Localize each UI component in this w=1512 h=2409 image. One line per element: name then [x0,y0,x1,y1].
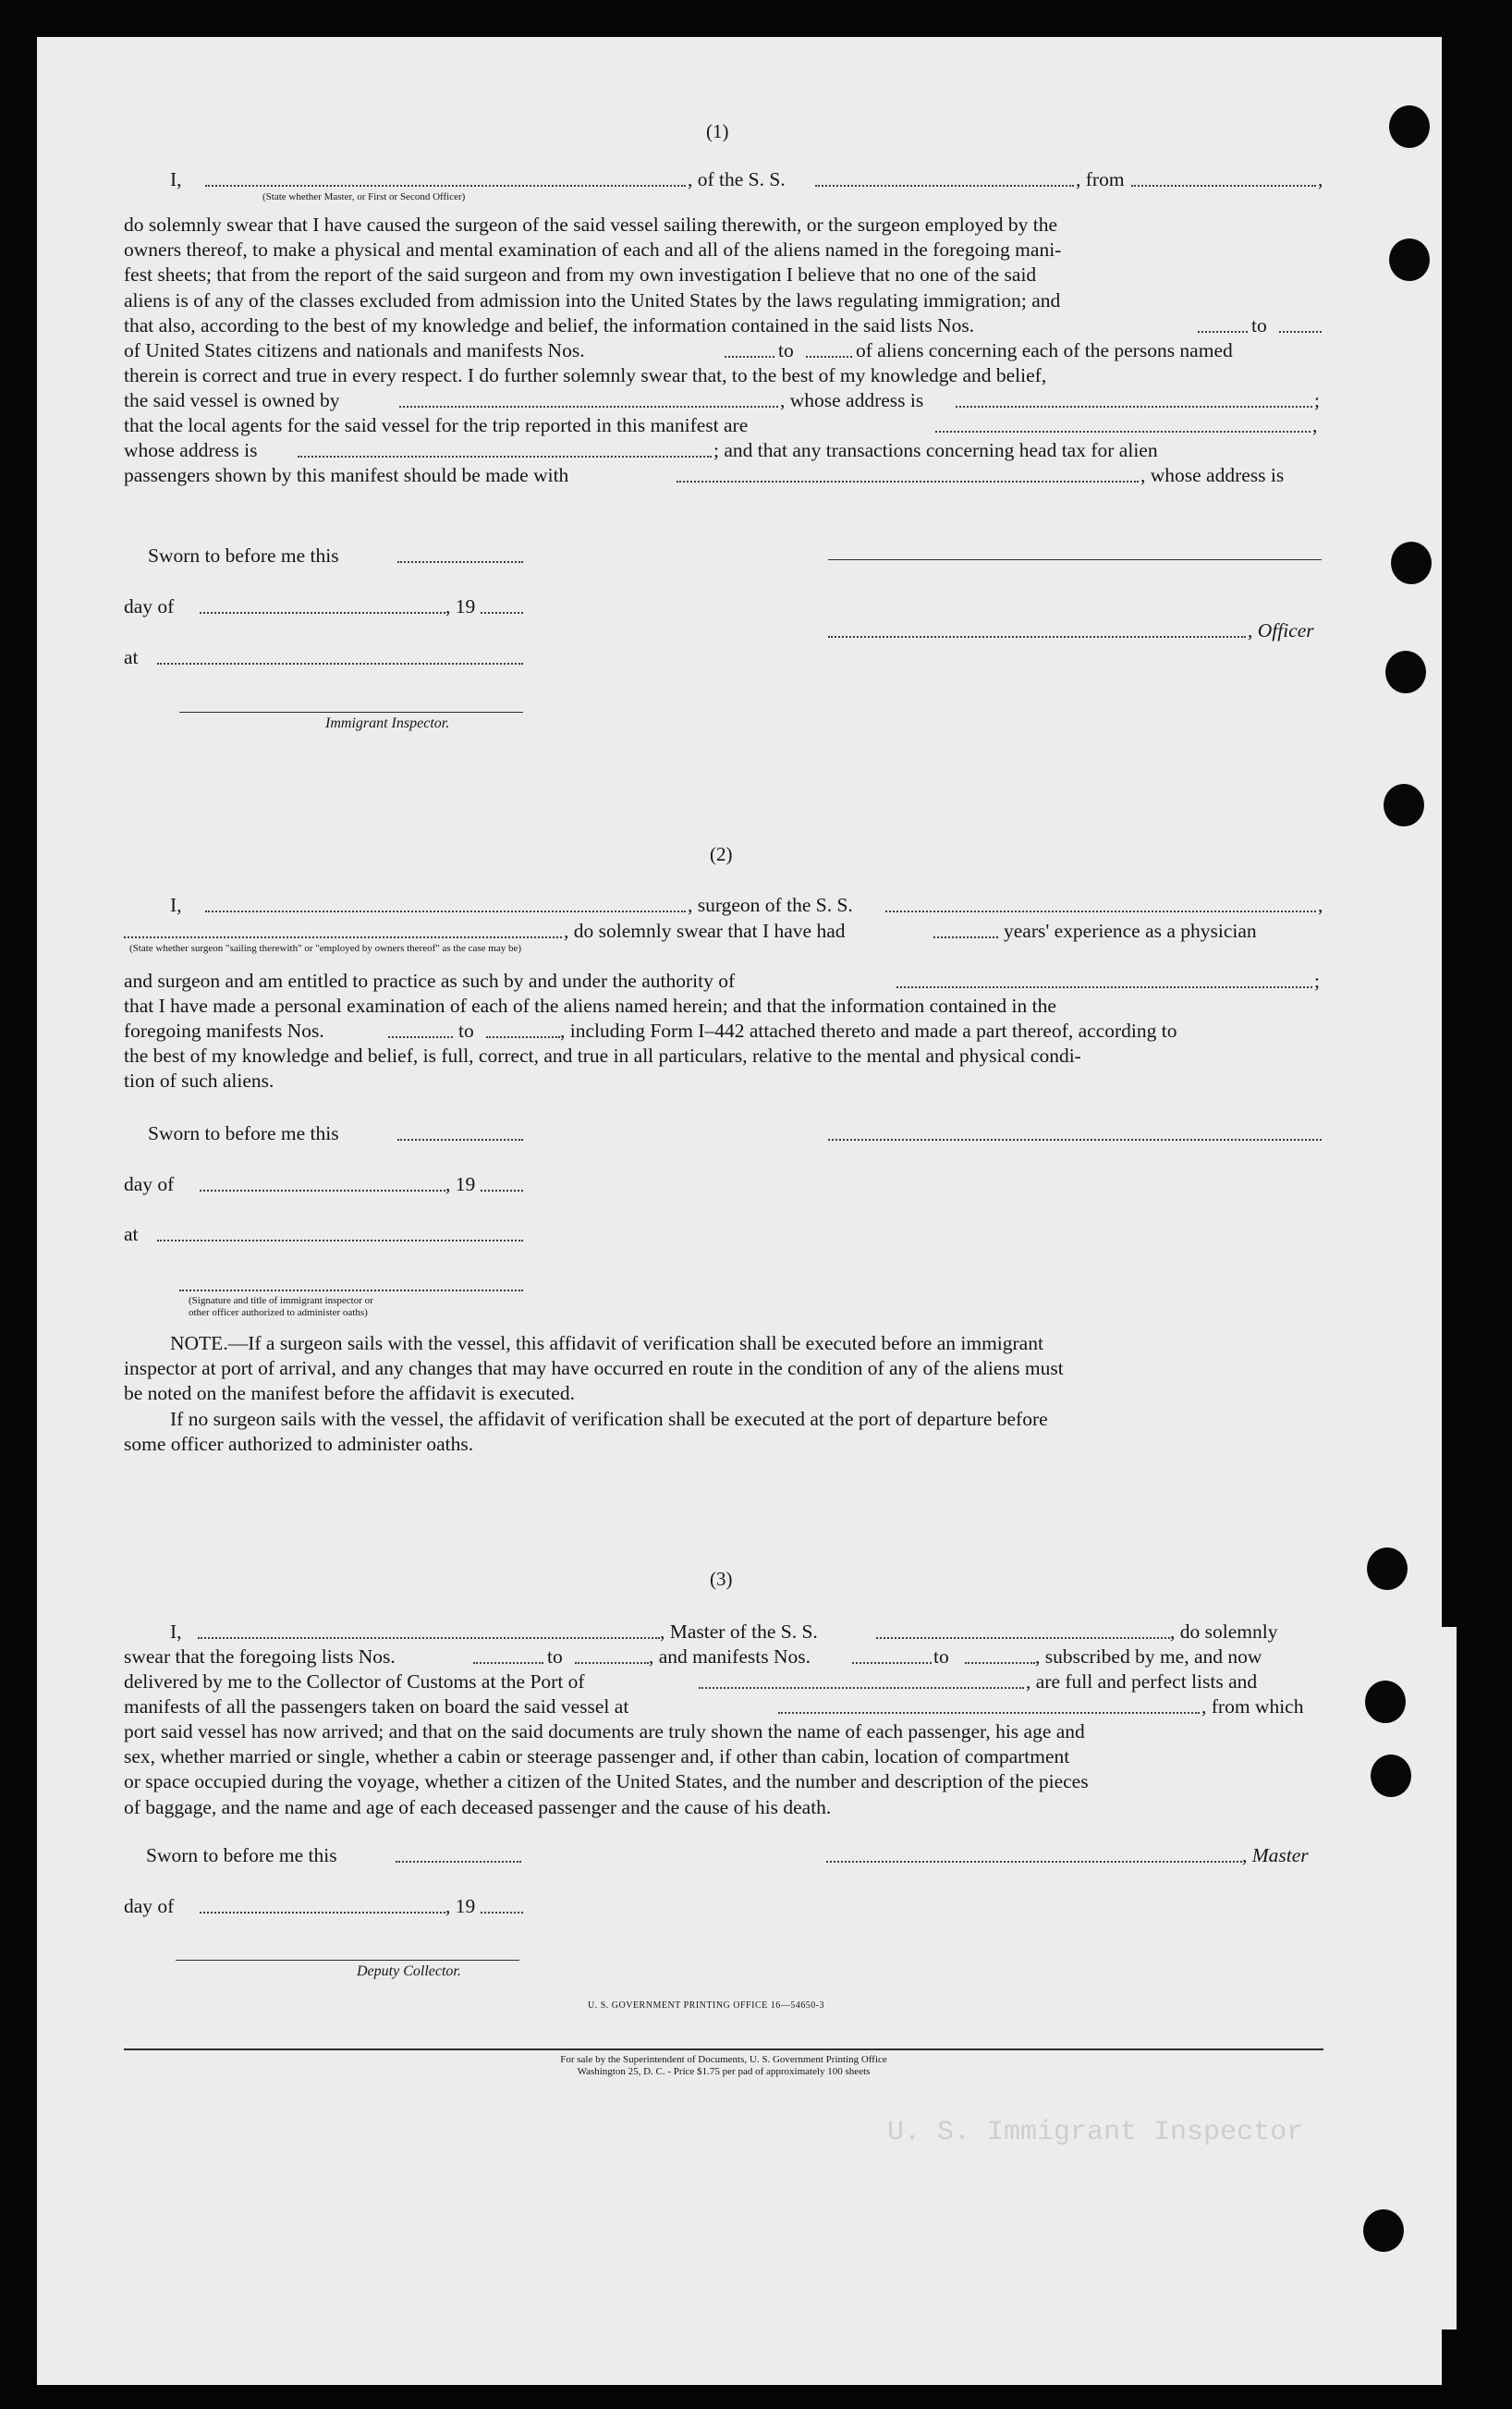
s1-body-line: therein is correct and true in every respect. I do further solemnly swear that, to the best of my knowledge and belief, [124,364,1047,386]
s2-at-label: at [124,1223,139,1245]
s2-to-label: to [458,1020,474,1042]
s1-head-tax-label: passengers shown by this manifest should be made with [124,464,569,486]
printing-office-code: U. S. GOVERNMENT PRINTING OFFICE 16—54650-3 [588,2000,825,2011]
s3-perfect-lists-text: , are full and perfect lists and [1026,1670,1258,1693]
s1-inspector-signature-line[interactable] [179,712,523,713]
s3-manifests-from-field[interactable] [852,1662,932,1664]
s2-sworn-field[interactable] [397,1139,523,1141]
s1-agents-address-field[interactable] [298,456,712,458]
s2-body-line: tion of such aliens. [124,1070,274,1092]
s1-comma: , [1312,414,1318,436]
s3-body-line: of baggage, and the name and age of each deceased passenger and the cause of his death. [124,1795,832,1818]
s3-master-label: , Master [1242,1844,1309,1866]
s3-port-label: delivered by me to the Collector of Customs at the Port of [124,1670,585,1693]
s1-manifests-to-field[interactable] [806,356,852,358]
s3-master-name-field[interactable] [198,1637,660,1639]
s1-body [124,213,1322,313]
s2-manifests-to-field[interactable] [486,1036,560,1038]
punch-hole [1371,1755,1411,1797]
s2-signature-caption-line: (Signature and title of immigrant inspector or [189,1295,373,1306]
s3-solemnly-label: , do solemnly [1170,1620,1278,1643]
s2-form-text: , including Form I–442 attached thereto and made a part thereof, according to [560,1020,1177,1042]
punch-hole [1365,1681,1406,1723]
s1-address-label: , whose address is [780,389,924,411]
s2-swear-label: , do solemnly swear that I have had [564,920,846,942]
s2-note-line: inspector at port of arrival, and any changes that may have occurred en route in the condition of any of the aliens must [124,1357,1064,1380]
s1-body-line: owners thereof, to make a physical and mental examination of each and all of the aliens named in the foregoing mani- [124,238,1062,262]
s2-note-line: If no surgeon sails with the vessel, the affidavit of verification shall be executed at the port of departure before [170,1407,1048,1430]
s3-boarding-place-field[interactable] [778,1712,1200,1714]
s3-body-line: or space occupied during the voyage, whether a citizen of the United States, and the number and description of the pieces [124,1770,1089,1793]
s1-manifests-text: of United States citizens and nationals and manifests Nos. [124,339,585,361]
s2-manifests-label: foregoing manifests Nos. [124,1020,324,1042]
s1-officer-name-field[interactable] [205,185,686,187]
s1-owner-label: the said vessel is owned by [124,389,340,411]
s3-day-field[interactable] [200,1912,445,1914]
s2-note-text: —If a surgeon sails with the vessel, this affidavit of verification shall be executed before an immigrant [227,1332,1043,1354]
section-1-number: (1) [706,120,729,142]
s1-head-tax-field[interactable] [677,481,1139,483]
punch-hole [1389,105,1430,148]
s1-to-label: to [1251,314,1267,336]
punch-hole [1391,542,1432,584]
s2-body-line: the best of my knowledge and belief, is full, correct, and true in all particulars, relative to the mental and physical condi- [124,1045,1081,1067]
bleed-through-stamp: U. S. Immigrant Inspector [887,2117,1304,2148]
s3-to-label: to [933,1645,949,1668]
s2-note-line: be noted on the manifest before the affidavit is executed. [124,1382,575,1405]
s1-body-line: aliens is of any of the classes excluded from admission into the United States by the laws regulating immigration; and [124,288,1061,312]
s1-of-ss-label: , of the S. S. [688,168,786,190]
s3-master-signature-field[interactable] [826,1861,1242,1863]
s1-rank-caption: (State whether Master, or First or Second Officer) [262,191,466,202]
s2-signature-caption-line: other officer authorized to administer oaths) [189,1307,368,1318]
punch-hole [1385,651,1426,693]
s1-at-field[interactable] [157,663,523,665]
s2-authority-label: and surgeon and am entitled to practice as such by and under the authority of [124,970,736,992]
s3-manifests-label: , and manifests Nos. [649,1645,811,1668]
s3-body-line: port said vessel has now arrived; and that on the said documents are truly shown the name of each passenger, his age and [124,1720,1085,1743]
s1-address-label: , whose address is [1140,464,1285,486]
s2-day-of-label: day of [124,1173,175,1195]
s1-at-label: at [124,646,139,668]
footer-sale-line: Washington 25, D. C. - Price $1.75 per pad of approximately 100 sheets [577,2066,871,2077]
s2-surgeon-type-field[interactable] [124,936,562,938]
s3-body [124,1719,1322,1820]
s1-from-label: , from [1076,168,1125,190]
s1-agents-address-label: whose address is [124,439,258,461]
s1-aliens-text: of aliens concerning each of the persons named [856,339,1233,361]
s3-year-label: , 19 [445,1895,476,1917]
s2-surgeon-caption: (State whether surgeon "sailing therewith" or "employed by owners thereof" as the case may be) [129,943,522,954]
footer-sale-line: For sale by the Superintendent of Documents, U. S. Government Printing Office [560,2054,887,2065]
s2-inspector-signature-line[interactable] [179,1290,523,1291]
s2-note-line: some officer authorized to administer oaths. [124,1432,474,1455]
s2-at-field[interactable] [157,1240,523,1241]
s2-sworn-label: Sworn to before me this [148,1122,339,1144]
s3-year-field[interactable] [481,1912,523,1914]
s2-i-label: I, [170,894,182,916]
s3-collector-caption: Deputy Collector. [357,1963,461,1979]
s1-day-of-label: day of [124,595,175,618]
s1-lists-to-field[interactable] [1279,331,1322,333]
s1-lists-text: that also, according to the best of my knowledge and belief, the information contained in the said lists Nos. [124,314,975,336]
s2-year-field[interactable] [481,1190,523,1192]
punch-hole [1367,1547,1408,1590]
s1-vessel-name-field[interactable] [815,185,1074,187]
s3-sworn-label: Sworn to before me this [146,1844,337,1866]
s2-surgeon-signature-line[interactable] [828,1139,1322,1141]
section-2-number: (2) [710,843,733,865]
s3-collector-signature-line[interactable] [176,1960,519,1961]
s3-vessel-field[interactable] [876,1637,1170,1639]
section-3-number: (3) [710,1568,733,1590]
s1-agents-label: that the local agents for the said vessel for the trip reported in this manifest are [124,414,749,436]
s1-head-tax-text: ; and that any transactions concerning head tax for alien [713,439,1158,461]
s2-note-line [124,1331,1322,1356]
s3-lists-label: swear that the foregoing lists Nos. [124,1645,396,1668]
s1-year-field[interactable] [481,612,523,614]
s3-body-line: sex, whether married or single, whether a cabin or steerage passenger and, if other than cabin, location of compartment [124,1745,1070,1768]
s1-officer-label: , Officer [1248,619,1314,642]
s3-day-of-label: day of [124,1895,175,1917]
s3-sworn-field[interactable] [396,1861,521,1863]
s2-authority-field[interactable] [896,986,1312,988]
punch-hole [1384,784,1424,826]
s3-master-of-label: , Master of the S. S. [660,1620,818,1643]
s1-agents-field[interactable] [935,431,1311,433]
page-edge [1442,1627,1457,2330]
s2-vessel-field[interactable] [885,911,1316,912]
punch-hole [1389,238,1430,281]
s2-body-line: that I have made a personal examination of each of the aliens named herein; and that the information contained in the [124,995,1056,1017]
s2-manifests-from-field[interactable] [388,1036,453,1038]
punch-hole [1363,2209,1404,2252]
s1-owner-address-field[interactable] [956,406,1312,408]
s2-note-label: NOTE. [170,1332,228,1354]
s2-signature-caption [189,1295,373,1319]
s3-manifests-to-field[interactable] [965,1662,1035,1664]
s2-semicolon: ; [1314,970,1320,992]
s2-years-field[interactable] [933,936,998,938]
s2-experience-label: years' experience as a physician [1004,920,1257,942]
s1-body-line: do solemnly swear that I have caused the surgeon of the said vessel sailing therewith, or the surgeon employed by the [124,214,1058,236]
s2-year-label: , 19 [445,1173,476,1195]
s1-i-label: I, [170,168,182,190]
s1-body-line: fest sheets; that from the report of the said surgeon and from my own investigation I believe that no one of the said [124,263,1037,287]
s2-surgeon-name-field[interactable] [205,911,686,912]
s2-day-field[interactable] [200,1190,445,1192]
s3-lists-from-field[interactable] [473,1662,543,1664]
s2-comma: , [1318,894,1323,916]
s1-officer-title-field[interactable] [828,636,1246,638]
s3-to-label: to [547,1645,563,1668]
s3-i-label: I, [170,1620,182,1643]
footer-rule [124,2048,1323,2050]
s1-inspector-caption: Immigrant Inspector. [325,715,450,731]
s1-officer-signature-line[interactable] [828,559,1322,560]
s1-semicolon: ; [1314,389,1320,411]
s1-lists-from-field[interactable] [1198,331,1248,333]
footer-sale-note [124,2054,1323,2078]
s1-comma: , [1318,168,1323,190]
s1-day-field[interactable] [200,612,445,614]
s2-surgeon-of-label: , surgeon of the S. S. [688,894,853,916]
s3-port-field[interactable] [699,1687,1024,1689]
s3-subscribed-text: , subscribed by me, and now [1035,1645,1262,1668]
s1-to-label: to [778,339,794,361]
s1-sworn-field[interactable] [397,561,523,563]
s1-from-field[interactable] [1131,185,1316,187]
s3-from-which-text: , from which [1201,1695,1304,1718]
s3-lists-to-field[interactable] [575,1662,649,1664]
s1-owner-field[interactable] [399,406,778,408]
s1-sworn-label: Sworn to before me this [148,544,339,567]
s2-note [124,1331,1322,1457]
s1-manifests-from-field[interactable] [725,356,774,358]
s1-year-label: , 19 [445,595,476,618]
s3-boarded-label: manifests of all the passengers taken on board the said vessel at [124,1695,629,1718]
